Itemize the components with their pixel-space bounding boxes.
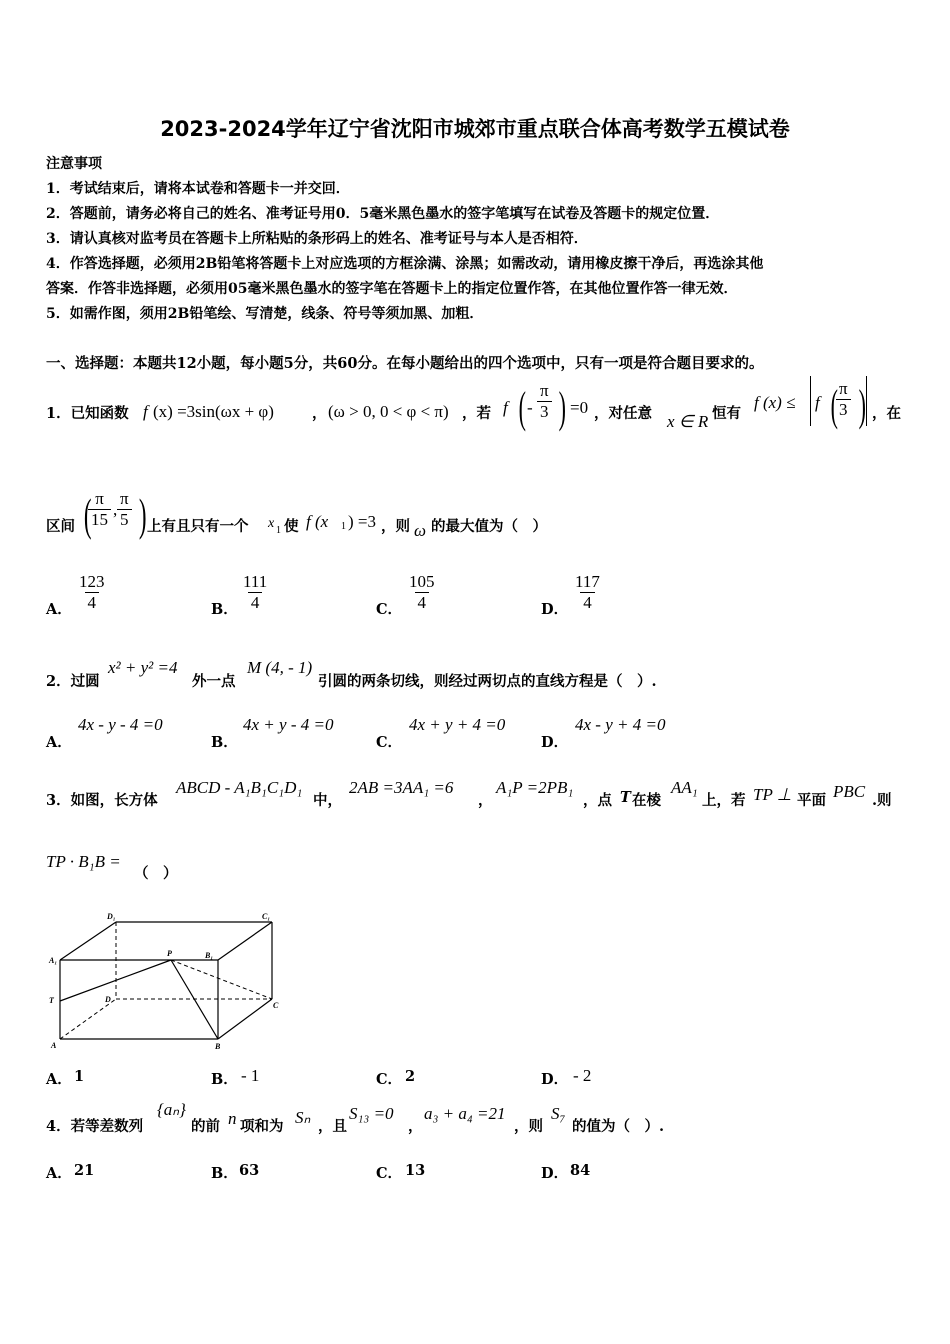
- fig-label-c: C: [273, 1001, 279, 1010]
- q1-option-d-value[interactable]: $\frac{117}{4}$: [575, 572, 600, 612]
- q2-option-a-label[interactable]: A．: [46, 734, 72, 751]
- interval-start: $\frac{\pi}{15}$: [88, 489, 111, 530]
- q1-function: (x) =3sin(ωx + φ): [153, 402, 274, 421]
- q1-text7: 使: [284, 518, 299, 535]
- q3-text2: ，点: [583, 792, 612, 809]
- q3-dot: TP · B₁B =: [46, 852, 121, 871]
- q1-f: f: [143, 402, 148, 421]
- q1-fx1-eq: ) =3: [348, 512, 376, 531]
- q2-option-a-value[interactable]: 4x - y - 4 =0: [78, 715, 163, 734]
- q1-option-c-label[interactable]: C．: [376, 601, 403, 618]
- q3-option-d-label[interactable]: D．: [541, 1071, 569, 1088]
- q2-option-b-label[interactable]: B．: [211, 734, 238, 751]
- q3-perp: TP ⊥: [753, 785, 792, 804]
- q3-option-c-value[interactable]: 2: [405, 1068, 416, 1085]
- q4-seq: {aₙ}: [157, 1100, 186, 1119]
- notice-item: 4．作答选择题，必须用2B铅笔将答题卡上对应选项的方框涂满、涂黑；如需改动，请用橡皮擦干净后，再选涂其他: [46, 256, 764, 272]
- q3-pbc: PBC: [833, 782, 866, 801]
- notice-item: 3．请认真核对监考员在答题卡上所粘贴的条形码上的姓名、准考证号与本人是否相符．: [46, 231, 588, 247]
- abs-bar-right: [866, 376, 867, 426]
- q4-option-c-value[interactable]: 13: [405, 1162, 426, 1179]
- q2-option-c-value[interactable]: 4x + y + 4 =0: [409, 715, 506, 734]
- q1-option-d-label[interactable]: D．: [541, 601, 569, 618]
- notice-item: 5．如需作图，须用2B铅笔绘、写清楚，线条、符号等须加黑、加粗．: [46, 306, 484, 322]
- q4-sn: Sₙ: [295, 1108, 311, 1127]
- q4-option-d-label[interactable]: D．: [541, 1165, 569, 1182]
- right-paren: ): [558, 383, 566, 432]
- q2-point: M (4, - 1): [247, 658, 313, 677]
- q2-circle: x² + y² =4: [108, 658, 178, 677]
- q3-option-b-value[interactable]: - 1: [241, 1066, 260, 1085]
- q4-text3: ，且: [318, 1118, 347, 1135]
- fig-label-t: T: [49, 996, 54, 1005]
- q1-option-a-label[interactable]: A．: [46, 601, 72, 618]
- q3-sep: ，: [478, 792, 493, 809]
- fig-label-d: D: [105, 995, 111, 1004]
- interval-comma: ,: [113, 500, 118, 519]
- q1-text4: ，在: [872, 405, 901, 422]
- q1-fx1-sub: 1: [341, 521, 346, 532]
- q4-option-b-value[interactable]: 63: [239, 1162, 260, 1179]
- q3-T: T: [620, 789, 631, 806]
- q1-frac-pi3b: $\frac{\pi}{3}$: [836, 379, 851, 420]
- q3-box: ABCD - A₁B₁C₁D₁: [176, 778, 303, 797]
- q4-s13: S₁₃ =0: [349, 1104, 394, 1123]
- q1-text3: 恒有: [712, 405, 741, 422]
- interval-end: $\frac{\pi}{5}$: [117, 489, 132, 530]
- q3-option-b-label[interactable]: B．: [211, 1071, 238, 1088]
- q1-domain: x ∈ R: [667, 412, 709, 431]
- fig-label-b: B: [215, 1042, 221, 1051]
- fig-label-c1: C₁: [262, 912, 271, 921]
- edge-a1d1: [60, 922, 116, 960]
- q1-option-b-label[interactable]: B．: [211, 601, 238, 618]
- q3-text3: 在棱: [632, 792, 661, 809]
- q2-text2: 引圆的两条切线，则经过两切点的直线方程是（ ）.: [318, 673, 657, 690]
- fig-label-a1: A₁: [49, 956, 58, 965]
- right-paren: ): [138, 489, 147, 540]
- q4-text5: 的值为（ ）.: [572, 1118, 665, 1135]
- q3-option-d-value[interactable]: - 2: [573, 1066, 592, 1085]
- q3-text7: （ ）: [134, 865, 178, 882]
- q3-figure: [46, 908, 286, 1053]
- q3-option-a-value[interactable]: 1: [74, 1068, 85, 1085]
- q3-text6: .则: [872, 792, 892, 809]
- notice-item: 1．考试结束后，请将本试卷和答题卡一并交回．: [46, 181, 350, 197]
- q1-text2: ，对任意: [594, 405, 652, 422]
- fig-label-d1: D₁: [107, 912, 116, 921]
- q4-text2: 项和为: [240, 1118, 284, 1135]
- q4-option-d-value[interactable]: 84: [570, 1162, 591, 1179]
- q4-text4: ，则: [514, 1118, 543, 1135]
- q3-option-c-label[interactable]: C．: [376, 1071, 403, 1088]
- q1-omega: ω: [414, 521, 427, 540]
- q1-intro: 1．已知函数: [46, 405, 129, 422]
- q4-s7: S₇: [551, 1104, 566, 1123]
- q2-text: 外一点: [192, 673, 236, 690]
- q1-eq0: =0: [570, 398, 589, 417]
- q1-fx1: f (x: [306, 512, 329, 531]
- fig-label-p: P: [167, 949, 172, 958]
- q1-ff: f: [815, 393, 820, 412]
- q1-x1: x: [268, 516, 275, 531]
- q3-text5: 平面: [797, 792, 826, 809]
- q2-option-d-value[interactable]: 4x - y + 4 =0: [575, 715, 666, 734]
- page-title: 2023-2024学年辽宁省沈阳市城郊市重点联合体高考数学五模试卷: [160, 117, 790, 141]
- q1-frac-pi3: $\frac{\pi}{3}$: [537, 381, 552, 422]
- q2-option-d-label[interactable]: D．: [541, 734, 569, 751]
- fig-label-a: A: [51, 1041, 57, 1050]
- right-paren: ): [858, 381, 866, 430]
- q3-text4: 上，若: [702, 792, 746, 809]
- q1-condition: (ω > 0, 0 < φ < π): [328, 402, 449, 421]
- q1-x1-sub: 1: [276, 525, 281, 536]
- hidden-ad: [60, 999, 116, 1039]
- q1-text9: 的最大值为（ ）: [431, 518, 547, 535]
- left-paren: (: [518, 383, 526, 432]
- fig-label-b1: B₁: [205, 951, 214, 960]
- notice-heading: 注意事项: [46, 156, 102, 172]
- q4-option-a-value[interactable]: 21: [74, 1162, 95, 1179]
- q4-sep: ，: [408, 1118, 423, 1135]
- edge-c1b1: [218, 922, 272, 960]
- q4-option-a-label[interactable]: A．: [46, 1165, 72, 1182]
- q3-option-a-label[interactable]: A．: [46, 1071, 72, 1088]
- q1-option-a-value[interactable]: $\frac{123}{4}$: [79, 572, 105, 612]
- notice-item: 2．答题前，请务必将自己的姓名、准考证号用0．5毫米黑色墨水的签字笔填写在试卷及答题卡的规定位置．: [46, 206, 720, 222]
- q1-text5: 区间: [46, 518, 75, 535]
- q2-option-c-label[interactable]: C．: [376, 734, 403, 751]
- edge-cb: [218, 999, 272, 1039]
- q2-option-b-value[interactable]: 4x + y - 4 =0: [243, 715, 334, 734]
- q3-eq1: 2AB =3AA₁ =6: [349, 778, 454, 797]
- q1-option-c-value[interactable]: $\frac{105}{4}$: [409, 572, 435, 612]
- q1-text8: ，则: [381, 518, 410, 535]
- notice-item: 答案．作答非选择题，必须用05毫米黑色墨水的签字笔在答题卡上的指定位置作答，在其他位置作答一律无效．: [46, 281, 738, 297]
- q1-fle: f (x) ≤: [754, 393, 796, 412]
- q4-intro: 4．若等差数列: [46, 1118, 144, 1135]
- left-paren: (: [83, 489, 92, 540]
- q2-intro: 2．过圆: [46, 673, 100, 690]
- q1-neg: -: [527, 398, 533, 417]
- q4-n: n: [228, 1109, 237, 1128]
- q4-option-b-label[interactable]: B．: [211, 1165, 238, 1182]
- left-paren: (: [830, 381, 838, 430]
- q3-aa1: AA₁: [671, 778, 698, 797]
- q1-option-b-value[interactable]: $\frac{111}{4}$: [243, 572, 268, 612]
- q1-f2: f: [503, 398, 508, 417]
- q4-option-c-label[interactable]: C．: [376, 1165, 403, 1182]
- section-heading: 一、选择题：本题共12小题，每小题5分，共60分。在每小题给出的四个选项中，只有一项是符合题目要求的。: [46, 355, 764, 372]
- q3-intro: 3．如图，长方体: [46, 792, 158, 809]
- q4-text: 的前: [191, 1118, 220, 1135]
- q3-eq2: A₁P =2PB₁: [496, 778, 574, 797]
- q1-text6: 上有且只有一个: [147, 518, 249, 535]
- hidden-pc: [171, 960, 272, 999]
- q1-sep: ，: [312, 405, 327, 422]
- abs-bar-left: [810, 376, 811, 426]
- q3-text: 中，: [313, 792, 342, 809]
- q1-text: ，若: [462, 405, 491, 422]
- q4-a34: a₃ + a₄ =21: [424, 1104, 506, 1123]
